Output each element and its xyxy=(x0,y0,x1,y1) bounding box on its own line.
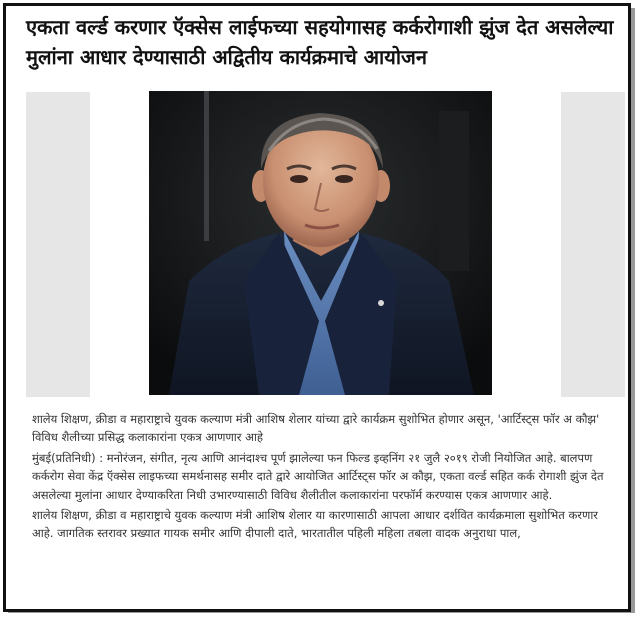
frame-shadow-right xyxy=(631,8,635,611)
article-headline: एकता वर्ल्ड करणार ऍक्सेस लाईफच्या सहयोगासह कर्करोगाशी झुंज देत असलेल्या मुलांना आधार देण्यासाठी अद्वितीय कार्यक्रमाचे आयोजन xyxy=(26,15,614,69)
article-paragraph: शालेय शिक्षण, क्रीडा व महाराष्ट्राचे युवक कल्याण मंत्री आशिष शेलार यांच्या द्वारे कार्यक्रम सुशोभित होणार असून, 'आर्टिस्ट्स फॉर अ कौझ' विविध शैलीच्या प्रसिद्ध कलाकारांना एकत्र आणणार आहे xyxy=(32,412,600,445)
left-gray-panel xyxy=(26,92,90,397)
article-paragraph: मुंबई(प्रतिनिधी) : मनोरंजन, संगीत, नृत्य आणि आनंदाश्च पूर्ण झालेल्या फन फिल्ड इव्हनिंग २१ जुलै २०१९ रोजी नियोजित आहे. बालपण कर्करोग सेवा केंद्र ऍक्सेस लाइफच्या समर्थनासह समीर दाते द्वारे आयोजित आर्टिस्ट्स फॉर अ कौझ, एकता वर्ल्ड सहित कर्क रोगाशी झुंज देत असलेल्या मुलांना आधार देण्याकरिता निधी उभारण्यासाठी विविध शैलीतील कलाकारांना परफॉर्म करण्यास एकत्र आणणार आहे. xyxy=(32,450,604,502)
article-paragraph: शालेय शिक्षण, क्रीडा व महाराष्ट्राचे युवक कल्याण मंत्री आशिष शेलार या कारणासाठी आपला आधार दर्शवित कार्यक्रमाला सुशोभित करणार आहे. जागतिक स्तरावर प्रख्यात गायक समीर आणि दीपाली दाते, भारतातील पहिली महिला तबला वादक अनुराधा पाल, xyxy=(32,508,598,541)
article-frame xyxy=(3,3,631,612)
article-body xyxy=(32,410,618,545)
portrait-photo xyxy=(149,91,492,395)
right-gray-panel xyxy=(561,92,625,397)
